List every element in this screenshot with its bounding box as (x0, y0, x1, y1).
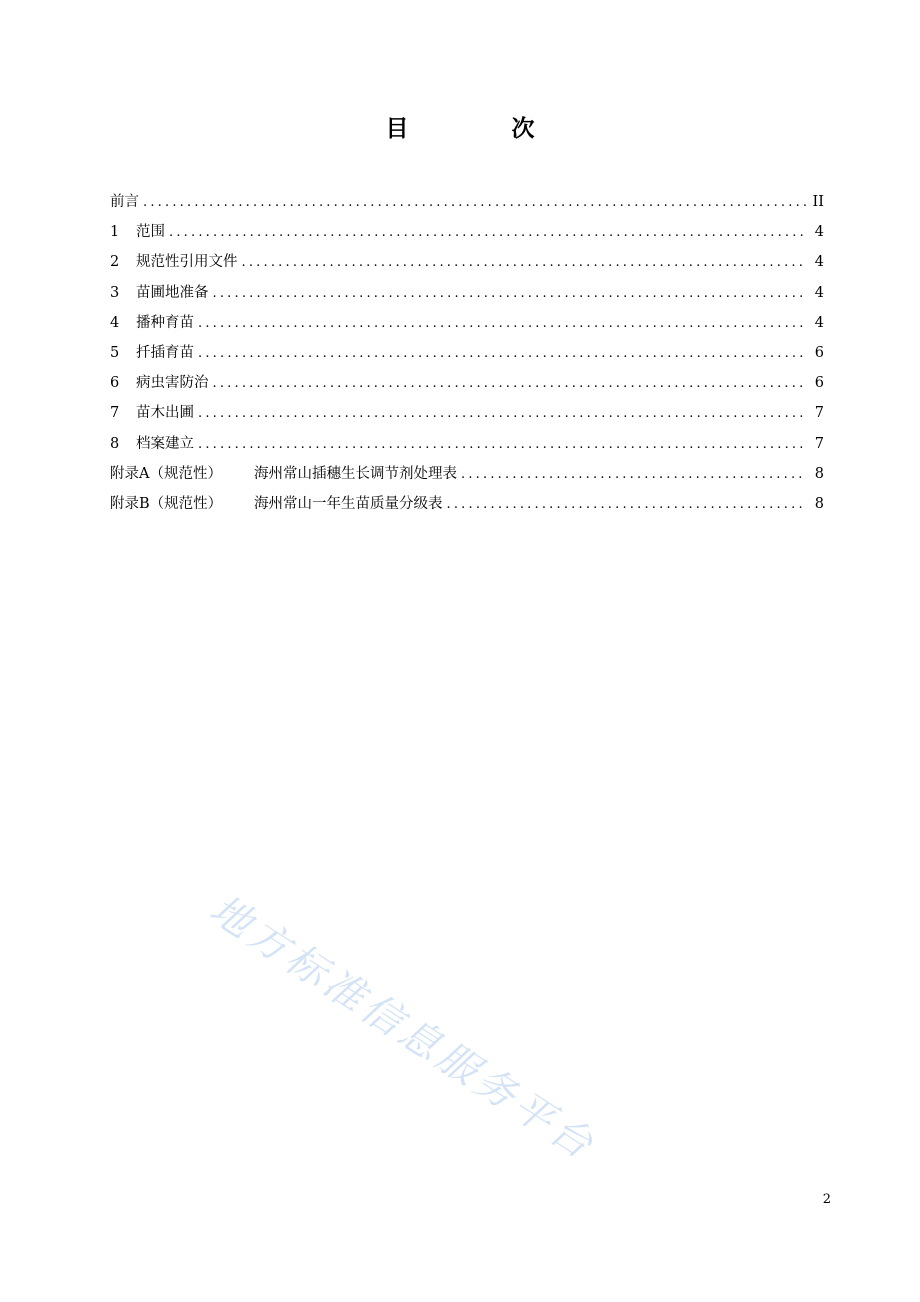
toc-entry-scope[interactable] (110, 217, 824, 247)
toc-leader-dots (143, 188, 806, 217)
toc-appendix-label: 附录B（规范性） (110, 495, 223, 512)
toc-leader-dots (198, 430, 806, 459)
toc-page-number: 4 (814, 284, 824, 301)
toc-entry-seedling-lifting[interactable] (110, 398, 824, 428)
toc-entry-label: 4 播种育苗 (110, 308, 194, 338)
toc-section-number: 5 (110, 344, 120, 361)
toc-entry-label: 前言 (110, 194, 139, 210)
toc-leader-dots (169, 218, 806, 247)
toc-entry-nursery-preparation[interactable] (110, 278, 824, 308)
toc-page-number: 7 (814, 435, 824, 452)
toc-entry-label: 7 苗木出圃 (110, 398, 194, 428)
toc-entry-label: 2 规范性引用文件 (110, 247, 238, 277)
toc-leader-dots (213, 279, 807, 308)
toc-entry-records[interactable] (110, 429, 824, 459)
toc-page-number: II (812, 194, 824, 210)
toc-entry-appendix-b[interactable] (110, 489, 824, 519)
toc-entry-label: 5 扦插育苗 (110, 338, 194, 368)
toc-entry-label: 附录A（规范性） 海州常山插穗生长调节剂处理表 (110, 459, 457, 489)
toc-entry-pest-control[interactable] (110, 368, 824, 398)
toc-page-number: 8 (814, 495, 824, 512)
toc-leader-dots (198, 339, 806, 368)
toc-leader-dots (213, 369, 807, 398)
toc-entry-label: 3 苗圃地准备 (110, 278, 209, 308)
table-of-contents (110, 187, 824, 519)
toc-page-number: 7 (814, 405, 824, 422)
toc-page-number: 8 (814, 465, 824, 482)
page-title: 目 次 (385, 116, 575, 142)
toc-section-number: 4 (110, 314, 120, 331)
toc-page-number: 4 (814, 314, 824, 331)
toc-page-number: 6 (814, 375, 824, 392)
toc-section-number: 8 (110, 435, 120, 452)
toc-leader-dots (461, 460, 806, 489)
toc-page-number: 4 (814, 224, 824, 241)
toc-section-number: 7 (110, 405, 120, 422)
toc-leader-dots (198, 399, 806, 428)
toc-entry-label: 1 范围 (110, 217, 165, 247)
toc-page-number: 6 (814, 344, 824, 361)
toc-leader-dots (198, 309, 806, 338)
watermark: 地方标准信息服务平台 (201, 886, 605, 1171)
page-number: 2 (822, 1192, 831, 1207)
toc-leader-dots (242, 248, 807, 277)
toc-entry-cutting[interactable] (110, 338, 824, 368)
toc-entry-normative-references[interactable] (110, 247, 824, 277)
toc-entry-foreword[interactable] (110, 187, 824, 217)
toc-section-number: 1 (110, 224, 120, 241)
toc-page-number: 4 (814, 254, 824, 271)
toc-entry-label: 8 档案建立 (110, 429, 194, 459)
toc-entry-label: 附录B（规范性） 海州常山一年生苗质量分级表 (110, 489, 443, 519)
toc-entry-appendix-a[interactable] (110, 459, 824, 489)
toc-section-number: 6 (110, 375, 120, 392)
toc-entry-label: 6 病虫害防治 (110, 368, 209, 398)
toc-section-number: 2 (110, 254, 120, 271)
toc-entry-seeding[interactable] (110, 308, 824, 338)
toc-section-number: 3 (110, 284, 120, 301)
toc-leader-dots (447, 490, 807, 519)
toc-appendix-label: 附录A（规范性） (110, 465, 222, 482)
